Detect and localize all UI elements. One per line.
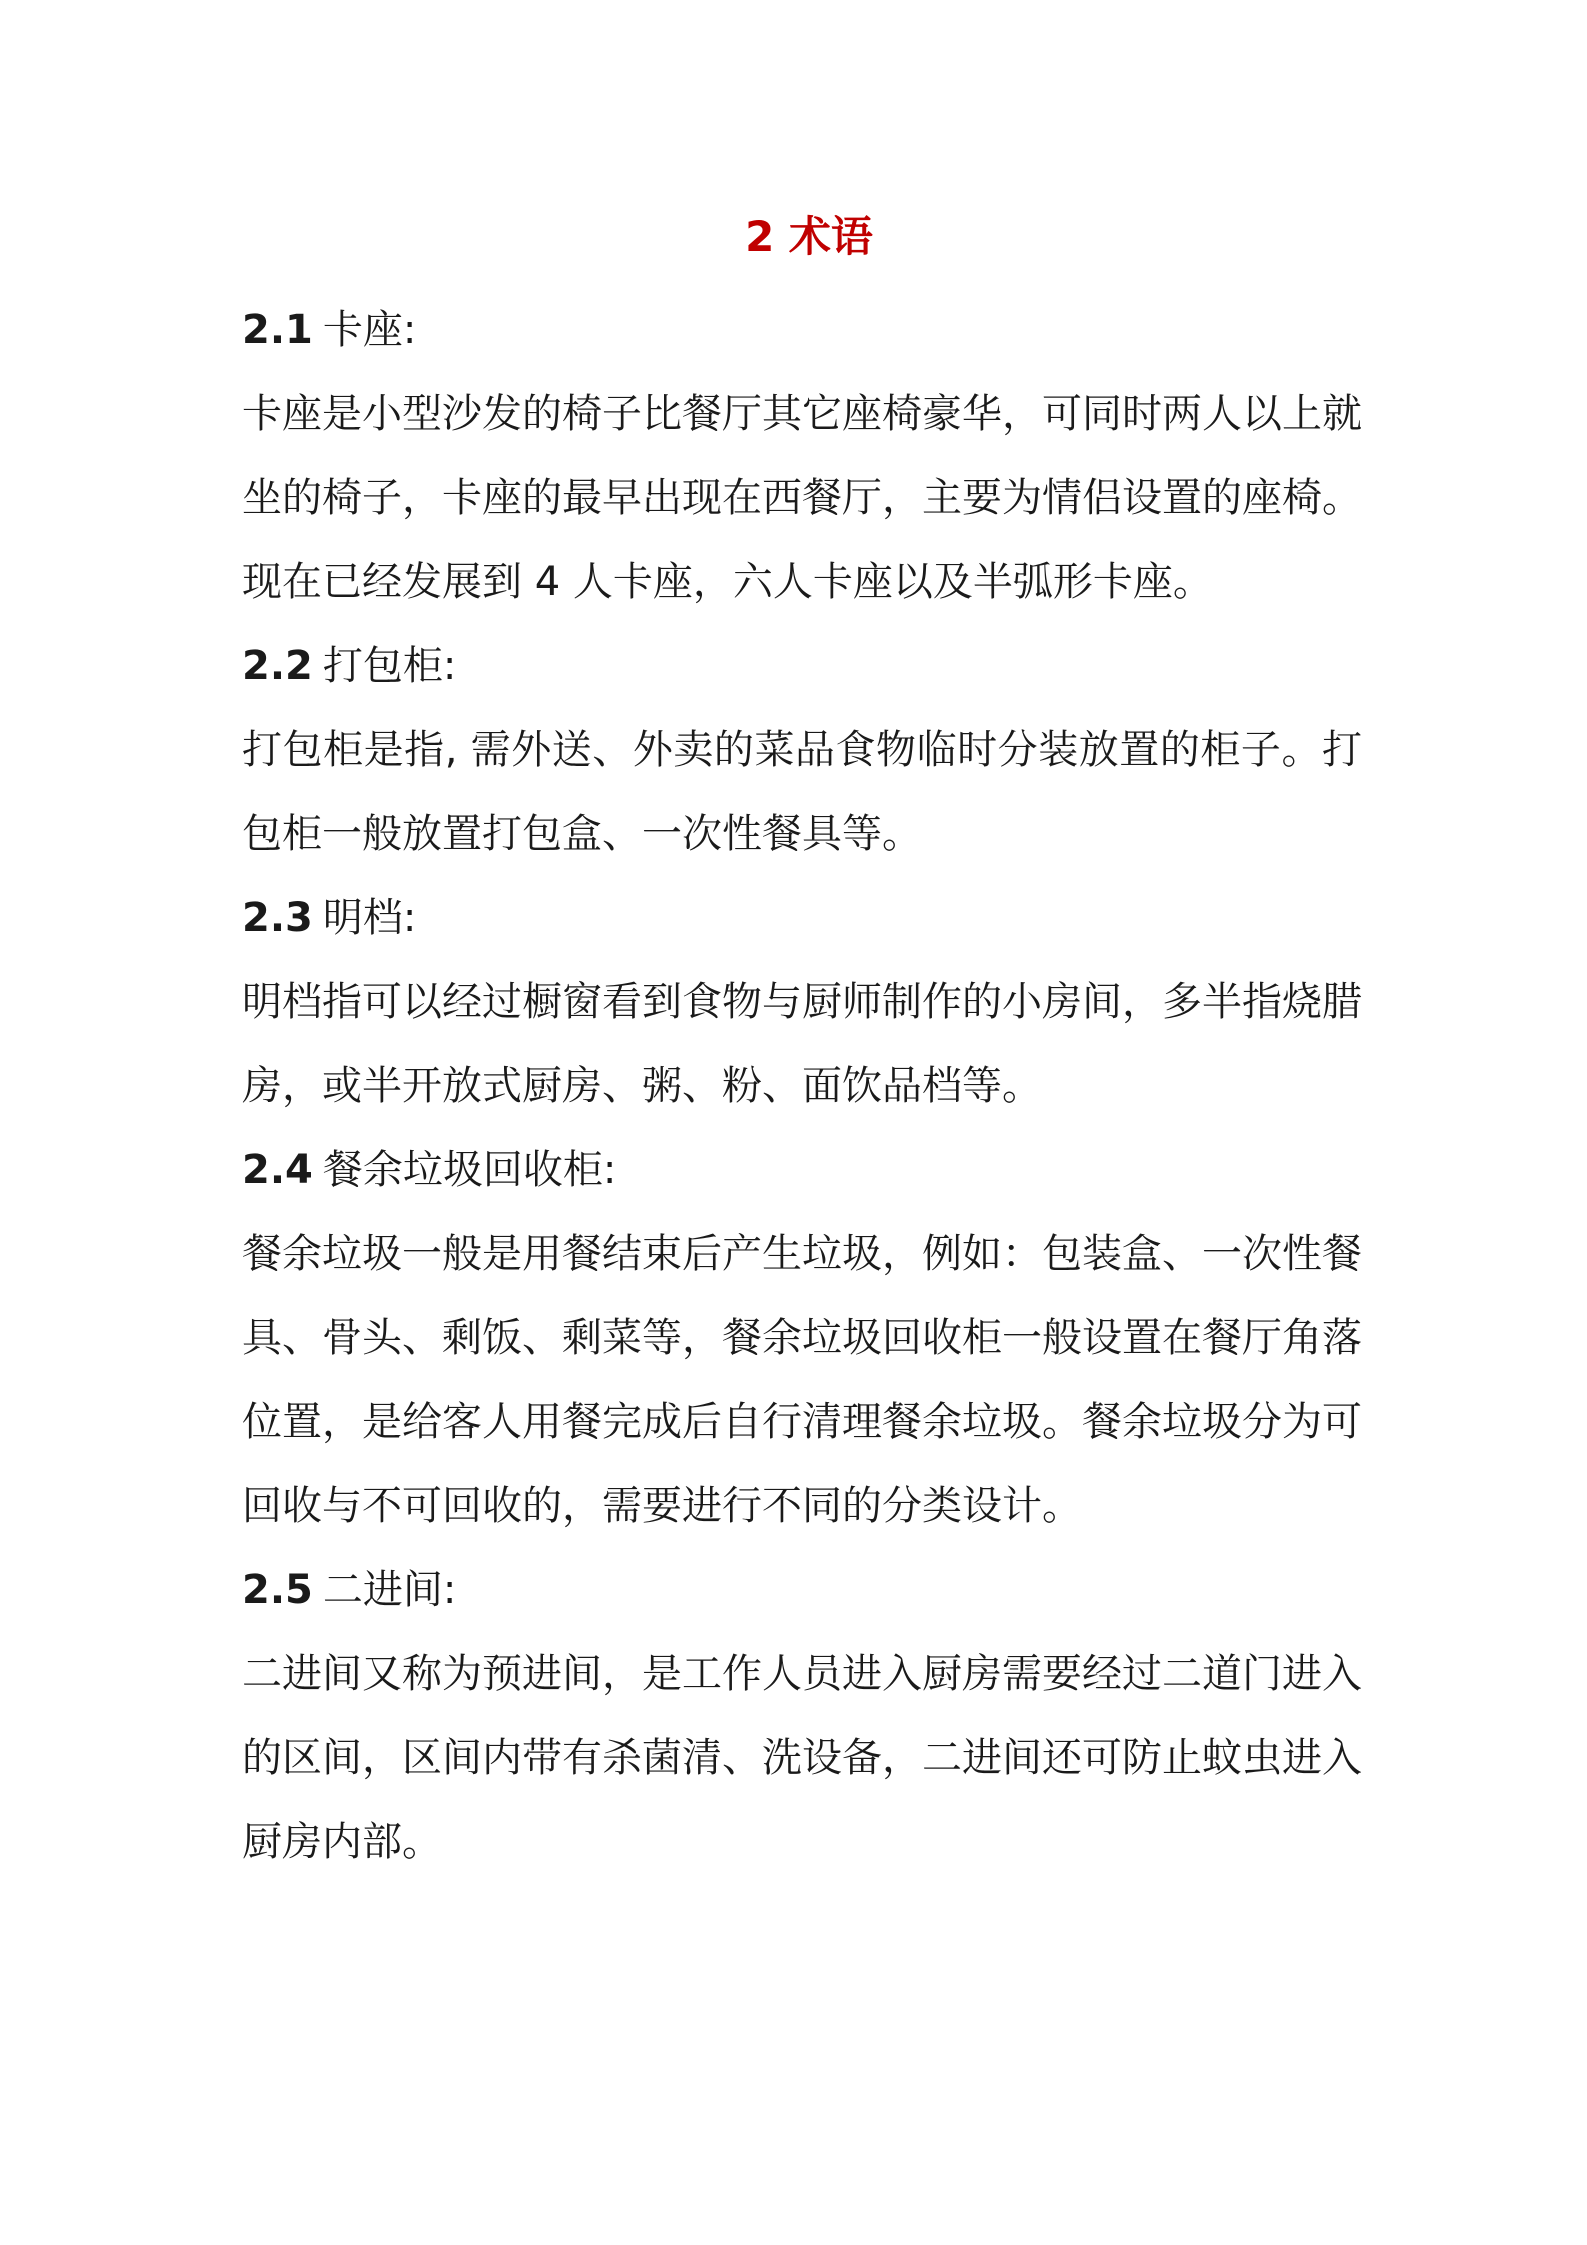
term-mingdang bbox=[242, 876, 1362, 1128]
term-name: 明档: bbox=[322, 895, 417, 941]
document-page bbox=[242, 205, 1362, 1884]
term-heading bbox=[242, 876, 1362, 960]
term-name: 卡座: bbox=[322, 307, 417, 353]
term-dabaogui bbox=[242, 624, 1362, 876]
term-kazuo bbox=[242, 288, 1362, 624]
term-definition: 卡座是小型沙发的椅子比餐厅其它座椅豪华，可同时两人以上就坐的椅子，卡座的最早出现在西餐厅，主要为情侣设置的座椅。现在已经发展到 4 人卡座，六人卡座以及半弧形卡座。 bbox=[242, 391, 1362, 605]
term-number: 2.2 bbox=[242, 643, 313, 689]
term-name: 打包柜: bbox=[322, 643, 457, 689]
term-erjinjian bbox=[242, 1548, 1362, 1884]
section-title: 2 术语 bbox=[745, 212, 873, 261]
term-definition: 打包柜是指, 需外送、外卖的菜品食物临时分装放置的柜子。打包柜一般放置打包盒、一次性餐具等。 bbox=[242, 727, 1362, 857]
term-definition: 餐余垃圾一般是用餐结束后产生垃圾，例如：包装盒、一次性餐具、骨头、剩饭、剩菜等，餐余垃圾回收柜一般设置在餐厅角落位置，是给客人用餐完成后自行清理餐余垃圾。餐余垃圾分为可回收与不可回收的，需要进行不同的分类设计。 bbox=[242, 1231, 1362, 1529]
term-heading bbox=[242, 624, 1362, 708]
term-number: 2.5 bbox=[242, 1567, 313, 1613]
term-definition: 二进间又称为预进间，是工作人员进入厨房需要经过二道门进入的区间，区间内带有杀菌清、洗设备，二进间还可防止蚊虫进入厨房内部。 bbox=[242, 1651, 1362, 1865]
term-number: 2.1 bbox=[242, 307, 313, 353]
term-number: 2.4 bbox=[242, 1147, 313, 1193]
term-number: 2.3 bbox=[242, 895, 313, 941]
term-canyu-laji-huishougui bbox=[242, 1128, 1362, 1548]
term-name: 餐余垃圾回收柜: bbox=[322, 1147, 617, 1193]
term-heading bbox=[242, 288, 1362, 372]
term-name: 二进间: bbox=[322, 1567, 457, 1613]
term-heading bbox=[242, 1548, 1362, 1632]
term-definition: 明档指可以经过橱窗看到食物与厨师制作的小房间，多半指烧腊房，或半开放式厨房、粥、粉、面饮品档等。 bbox=[242, 979, 1362, 1109]
term-heading bbox=[242, 1128, 1362, 1212]
